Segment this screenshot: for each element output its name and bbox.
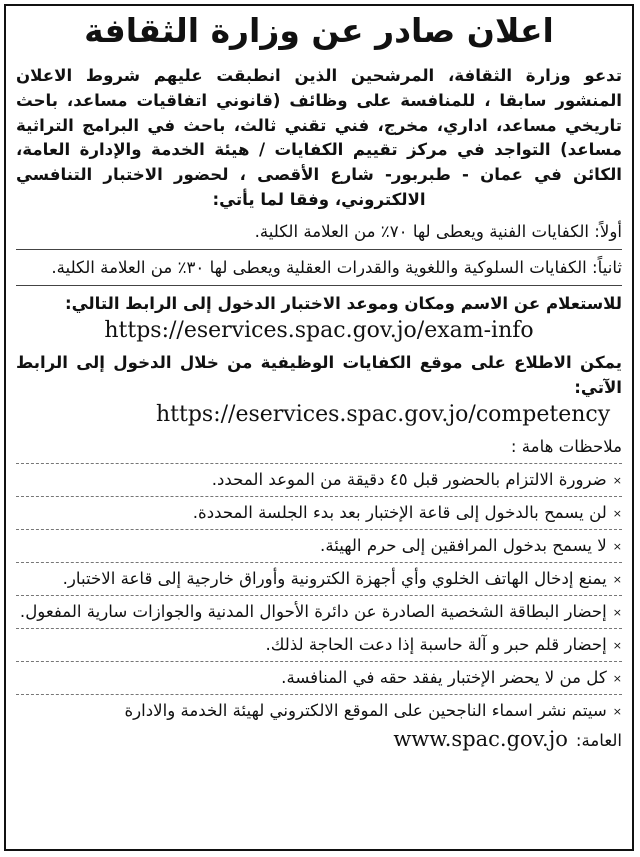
x-bullet-icon: × [612,704,622,718]
divider [16,529,622,530]
exam-info-link[interactable]: https://eservices.spac.gov.jo/exam-info [104,317,534,343]
divider [16,562,622,563]
results-site-label: العامة: [575,730,622,750]
first-criterion: أولاً: الكفايات الفنية ويعطى لها ٧٠٪ من العلامة الكلية. [254,221,622,241]
note-item: ×إحضار البطاقة الشخصية الصادرة عن دائرة الأحوال المدنية والجوازات سارية المفعول. [16,599,622,625]
divider [16,249,622,250]
note-item: ×لن يسمح بالدخول إلى قاعة الإختبار بعد بدء الجلسة المحددة. [16,500,622,526]
x-bullet-icon: × [612,539,622,553]
note-item: ×كل من لا يحضر الإختبار يفقد حقه في المنافسة. [16,665,622,691]
x-bullet-icon: × [612,605,622,619]
x-bullet-icon: × [612,473,622,487]
x-bullet-icon: × [612,638,622,652]
intro-paragraph: تدعو وزارة الثقافة، المرشحين الذين انطبقت عليهم شروط الاعلان المنشور سابقا ، للمنافسة على وظائف (قانوني اتفاقيات مساعد، باحث تاريخي مساعد، اداري، مخرج، فني تقني ثالث، باحث في البرامج التراثية مساعد) التواجد في مركز تقييم الكفايات / هيئة الخدمة والإدارة العامة، الكائن في عمان - طبربور- شارع الأقصى ، لحضور الاختبار التنافسي الالكتروني، وفقا لما يأتي: [16,66,622,209]
x-bullet-icon: × [612,506,622,520]
note-item: ×سيتم نشر اسماء الناجحين على الموقع الالكتروني لهيئة الخدمة والادارة [16,698,622,724]
note-item: ×يمنع إدخال الهاتف الخلوي وأي أجهزة الكترونية وأوراق خارجية إلى قاعة الاختبار. [16,566,622,592]
divider [16,595,622,596]
second-criterion: ثانياً: الكفايات السلوكية واللغوية والقدرات العقلية ويعطى لها ٣٠٪ من العلامة الكلية. [51,257,622,277]
note-item: ×لا يسمح بدخول المرافقين إلى حرم الهيئة. [16,533,622,559]
divider [16,285,622,286]
notes-title: ملاحظات هامة : [510,436,622,456]
x-bullet-icon: × [612,671,622,685]
divider [16,694,622,695]
divider [16,496,622,497]
announcement-frame [4,4,634,851]
competency-text: يمكن الاطلاع على موقع الكفايات الوظيفية من خلال الدخول إلى الرابط الآتي: [16,352,622,397]
site-link[interactable]: www.spac.gov.jo [393,726,568,751]
note-item: ×ضرورة الالتزام بالحضور قبل ٤٥ دقيقة من الموعد المحدد. [16,467,622,493]
divider [16,463,622,464]
x-bullet-icon: × [612,572,622,586]
page-title: اعلان صادر عن وزارة الثقافة [84,11,554,50]
inquiry-text: للاستعلام عن الاسم ومكان وموعد الاختبار الدخول إلى الرابط التالي: [64,293,622,313]
divider [16,628,622,629]
divider [16,661,622,662]
note-item: ×إحضار قلم حبر و آلة حاسبة إذا دعت الحاجة لذلك. [16,632,622,658]
competency-link[interactable]: https://eservices.spac.gov.jo/competency [156,401,611,427]
results-site-line [16,724,622,756]
